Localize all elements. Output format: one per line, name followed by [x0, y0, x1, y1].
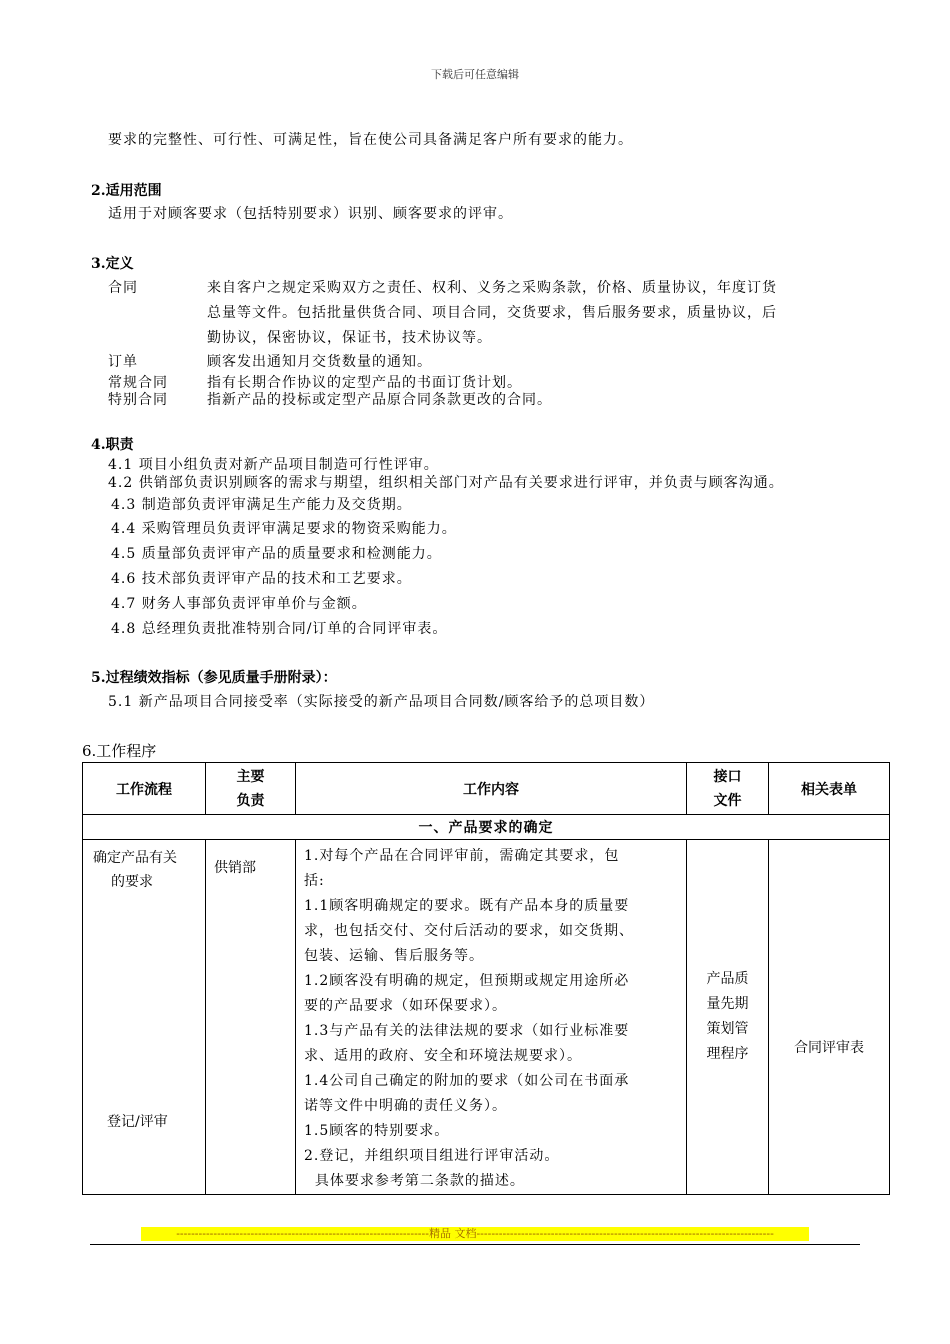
header-owner-line2: 负责 — [236, 792, 265, 809]
definition-term: 特别合同 — [108, 392, 168, 408]
footer-dashes-left: -------------------------------------------------------------------- — [176, 1227, 429, 1240]
content-line: 括: — [304, 873, 325, 889]
flow-line: 确定产品有关 — [93, 850, 177, 866]
footer-label: 精品 文档 — [428, 1227, 477, 1240]
table-header-row — [83, 763, 890, 815]
flow-cell — [83, 840, 206, 1195]
definition-text: 指新产品的投标或定型产品原合同条款更改的合同。 — [207, 392, 552, 408]
header-flow: 工作流程 — [83, 763, 206, 815]
page-header-note: 下载后可任意编辑 — [431, 68, 519, 81]
definition-text: 指有长期合作协议的定型产品的书面订货计划。 — [207, 375, 522, 391]
section-scope-text: 适用于对顾客要求（包括特别要求）识别、顾客要求的评审。 — [108, 206, 513, 222]
footer-rule — [90, 1244, 860, 1245]
header-interface-line2: 文件 — [713, 792, 742, 809]
table-row — [83, 840, 890, 1195]
table-section-row — [83, 815, 890, 840]
header-content: 工作内容 — [296, 763, 687, 815]
footer-dashes-right: -------------------------------------------------------------------------------- — [476, 1227, 774, 1240]
responsibility-item: 4.6 技术部负责评审产品的技术和工艺要求。 — [111, 571, 412, 587]
forms-cell: 合同评审表 — [769, 840, 890, 1195]
flow-line: 登记/评审 — [107, 1114, 168, 1130]
section-kpi-heading: 5.过程绩效指标（参见质量手册附录）： — [91, 670, 337, 686]
responsibility-item: 4.4 采购管理员负责评审满足要求的物资采购能力。 — [111, 521, 457, 537]
section-procedure-heading: 6.工作程序 — [82, 742, 157, 760]
content-line: 要的产品要求（如环保要求）。 — [304, 998, 507, 1014]
section-scope-heading: 2.适用范围 — [91, 183, 162, 199]
content-line: 诺等文件中明确的责任义务）。 — [304, 1098, 507, 1114]
kpi-item: 5.1 新产品项目合同接受率（实际接受的新产品项目合同数/顾客给予的总项目数） — [108, 694, 655, 710]
content-line: 1.1顾客明确规定的要求。既有产品本身的质量要 — [304, 898, 630, 914]
header-interface — [687, 763, 769, 815]
content-line: 1.4公司自己确定的附加的要求（如公司在书面承 — [304, 1073, 630, 1089]
footer-banner — [141, 1227, 809, 1241]
header-interface-line1: 接口 — [713, 768, 742, 785]
header-owner — [206, 763, 296, 815]
definition-text: 勤协议，保密协议，保证书，技术协议等。 — [207, 330, 492, 346]
definition-term: 常规合同 — [108, 375, 168, 391]
interface-line: 理程序 — [706, 1046, 749, 1062]
content-cell — [296, 840, 687, 1195]
intro-line: 要求的完整性、可行性、可满足性，旨在使公司具备满足客户所有要求的能力。 — [108, 132, 633, 148]
flow-line: 的要求 — [111, 874, 153, 890]
responsibility-item: 4.3 制造部负责评审满足生产能力及交货期。 — [111, 497, 412, 513]
content-line: 1.3与产品有关的法律法规的要求（如行业标准要 — [304, 1023, 630, 1039]
definition-term: 订单 — [108, 354, 138, 370]
content-line: 1.对每个产品在合同评审前，需确定其要求，包 — [304, 848, 620, 864]
responsibility-item: 4.5 质量部负责评审产品的质量要求和检测能力。 — [111, 546, 442, 562]
definition-text: 总量等文件。包括批量供货合同、项目合同，交货要求，售后服务要求，质量协议，后 — [207, 305, 777, 321]
definition-term: 合同 — [108, 280, 138, 296]
header-owner-line1: 主要 — [236, 768, 265, 785]
owner-cell: 供销部 — [206, 840, 296, 1195]
section-responsibilities-heading: 4.职责 — [91, 437, 134, 453]
definition-text: 顾客发出通知月交货数量的通知。 — [207, 354, 432, 370]
interface-line: 产品质 — [706, 971, 749, 987]
content-line: 具体要求参考第二条款的描述。 — [304, 1173, 525, 1189]
procedure-table — [82, 762, 890, 1195]
responsibility-item: 4.8 总经理负责批准特别合同/订单的合同评审表。 — [111, 621, 448, 637]
interface-cell — [687, 840, 769, 1195]
content-line: 求，也包括交付、交付后活动的要求，如交货期、 — [304, 923, 634, 939]
content-line: 2.登记，并组织项目组进行评审活动。 — [304, 1148, 560, 1164]
section-definitions-heading: 3.定义 — [91, 256, 134, 272]
content-line: 包装、运输、售后服务等。 — [304, 948, 484, 964]
responsibility-item: 4.1 项目小组负责对新产品项目制造可行性评审。 — [108, 457, 439, 473]
table-section-title: 一、产品要求的确定 — [83, 815, 890, 840]
interface-line: 策划管 — [706, 1021, 749, 1037]
content-line: 求、适用的政府、安全和环境法规要求）。 — [304, 1048, 582, 1064]
definition-text: 来自客户之规定采购双方之责任、权利、义务之采购条款，价格、质量协议，年度订货 — [207, 280, 777, 296]
content-line: 1.2顾客没有明确的规定，但预期或规定用途所必 — [304, 973, 630, 989]
header-forms: 相关表单 — [769, 763, 890, 815]
responsibility-item: 4.7 财务人事部负责评审单价与金额。 — [111, 596, 367, 612]
interface-line: 量先期 — [706, 996, 749, 1012]
content-line: 1.5顾客的特别要求。 — [304, 1123, 450, 1139]
responsibility-item: 4.2 供销部负责识别顾客的需求与期望，组织相关部门对产品有关要求进行评审，并负责与顾客沟通。 — [108, 475, 784, 491]
